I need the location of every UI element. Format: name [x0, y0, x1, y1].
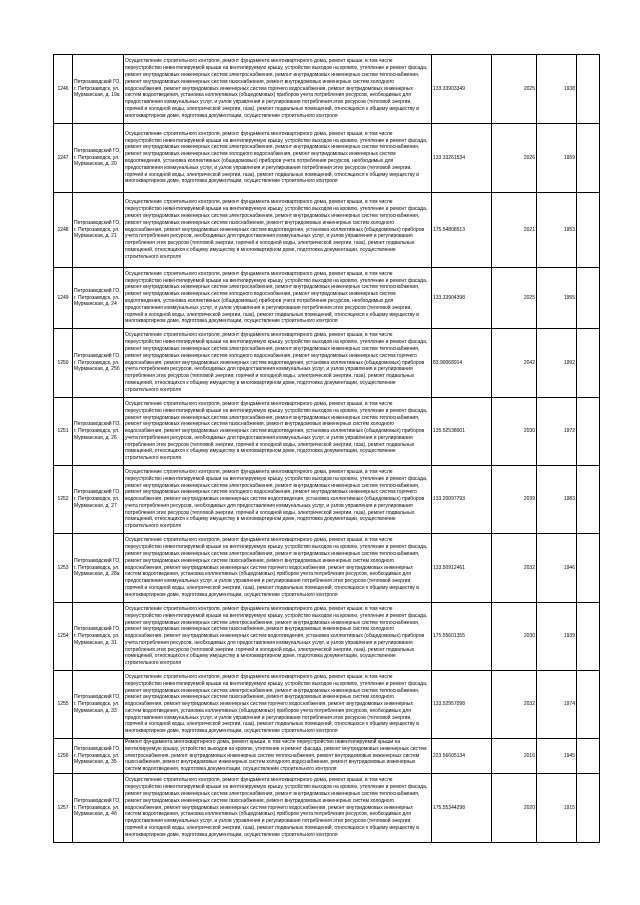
built-year-cell: 1983 [537, 466, 577, 534]
table-row [54, 55, 600, 124]
table-row [54, 398, 600, 466]
cost-cell: 175.55601355 [432, 603, 492, 671]
year-cell: 2030 [492, 603, 537, 671]
row-number: 1257 [54, 774, 73, 843]
works-cell: Осуществление строительного контроля, ремонт фундамента многоквартирного дома, ремонт крыши, в том числе переустройство невентилируемой крыши на вентилируемую крышу, устройство выходов на кровлю, утепление и ремонт фасада, ремонт внутридомовых инженерных систем электроснабжения, ремонт внутридомовых инженерных систем теплоснабжения, ремонт внутридомовых инженерных систем холодного водоснабжения, ремонт внутридомовых инженерных систем водоотведения, установка коллективных (общедомовых) приборов учета потребления ресурсов, необходимых для предоставления коммунальных услуг, и узлов управления и регулирования потребления этих ресурсов (тепловой энергии, горячей и холодной воды, электрической энергии, газа), ремонт подвальных помещений, относящихся к общему имуществу в многоквартирном доме, подготовка документации, осуществление строительного контроля [124, 124, 432, 193]
built-year-cell: 1939 [537, 603, 577, 671]
row-number: 1246 [54, 55, 73, 124]
address-cell: Петрозаводский ГО, г. Петрозаводск, ул. Мурманская, д. 25б [73, 329, 124, 398]
built-year-cell: 1953 [537, 193, 577, 268]
row-number: 1251 [54, 398, 73, 466]
built-year-cell: 1915 [537, 774, 577, 843]
cost-cell: 133.52957098 [432, 671, 492, 739]
year-cell: 2032 [492, 671, 537, 739]
empty-cell [577, 55, 600, 124]
row-number: 1253 [54, 534, 73, 603]
row-number: 1256 [54, 739, 73, 774]
year-cell: 2026 [492, 124, 537, 193]
year-cell: 2025 [492, 268, 537, 329]
address-cell: Петрозаводский ГО, г. Петрозаводск, ул. Мурманская, д. 21 [73, 193, 124, 268]
built-year-cell: 1955 [537, 268, 577, 329]
built-year-cell: 1938 [537, 55, 577, 124]
table-row [54, 534, 600, 603]
row-number: 1255 [54, 671, 73, 739]
row-number: 1250 [54, 329, 73, 398]
year-cell: 2016 [492, 739, 537, 774]
year-cell: 2025 [492, 55, 537, 124]
year-cell: 2021 [492, 193, 537, 268]
empty-cell [577, 124, 600, 193]
built-year-cell: 1972 [537, 398, 577, 466]
address-cell: Петрозаводский ГО, г. Петрозаводск, ул. Мурманская, д. 35 [73, 739, 124, 774]
built-year-cell: 1959 [537, 124, 577, 193]
table-row [54, 329, 600, 398]
cost-cell: 133.33903349 [432, 55, 492, 124]
year-cell: 2039 [492, 466, 537, 534]
empty-cell [577, 603, 600, 671]
works-cell: Осуществление строительного контроля, ремонт фундамента многоквартирного дома, ремонт крыши, в том числе переустройство невентилируемой крыши на вентилируемую крышу, устройство выходов на кровлю, утепление и ремонт фасада, ремонт внутридомовых инженерных систем электроснабжения, ремонт внутридомовых инженерных систем теплоснабжения, ремонт внутридомовых инженерных систем газоснабжения, ремонт внутридомовых инженерных систем холодного водоснабжения, ремонт внутридомовых инженерных систем водоотведения, установка коллективных (общедомовых) приборов учета потребления ресурсов, необходимых для предоставления коммунальных услуг, и узлов управления и регулирования потребления этих ресурсов (тепловой энергии, горячей и холодной воды, электрической энергии, газа), ремонт подвальных помещений, относящихся к общему имуществу в многоквартирном доме, подготовка документации, осуществление строительного контроля [124, 398, 432, 466]
empty-cell [577, 671, 600, 739]
empty-cell [577, 193, 600, 268]
works-cell: Осуществление строительного контроля, ремонт фундамента многоквартирного дома, ремонт крыши, в том числе переустройство невентилируемой крыши на вентилируемую крышу, устройство выходов на кровлю, утепление и ремонт фасада, ремонт внутридомовых инженерных систем электроснабжения, ремонт внутридомовых инженерных систем теплоснабжения, ремонт внутридомовых инженерных систем газоснабжения, ремонт внутридомовых инженерных систем холодного водоснабжения, ремонт внутридомовых инженерных систем горячего водоснабжения, ремонт внутридомовых инженерных систем водоотведения, установка коллективных (общедомовых) приборов учета потребления ресурсов, необходимых для предоставления коммунальных услуг, и узлов управления и регулирования потребления этих ресурсов (тепловой энергии, горячей и холодной воды, электрической энергии, газа), ремонт подвальных помещений, относящихся к общему имуществу в многоквартирном доме, подготовка документации, осуществление строительного контроля [124, 55, 432, 124]
works-cell: Осуществление строительного контроля, ремонт фундамента многоквартирного дома, ремонт крыши, в том числе переустройство невентилируемой крыши на вентилируемую крышу, устройство выходов на кровлю, утепление и ремонт фасада, ремонт внутридомовых инженерных систем электроснабжения, ремонт внутридомовых инженерных систем теплоснабжения, ремонт внутридомовых инженерных систем холодного водоснабжения, ремонт внутридомовых инженерных систем водоотведения, установка коллективных (общедомовых) приборов учета потребления ресурсов, необходимых для предоставления коммунальных услуг, и узлов управления и регулирования потребления этих ресурсов (тепловой энергии, горячей и холодной воды, электрической энергии, газа), ремонт подвальных помещений, относящихся к общему имуществу в многоквартирном доме, подготовка документации, осуществление строительного контроля [124, 268, 432, 329]
works-cell: Осуществление строительного контроля, ремонт фундамента многоквартирного дома, ремонт крыши, в том числе переустройство невентилируемой крыши на вентилируемую крышу, устройство выходов на кровлю, утепление и ремонт фасада, ремонт внутридомовых инженерных систем электроснабжения, ремонт внутридомовых инженерных систем теплоснабжения, ремонт внутридомовых инженерных систем газоснабжения, ремонт внутридомовых инженерных систем холодного водоснабжения, ремонт внутридомовых инженерных систем водоотведения, установка коллективных (общедомовых) приборов учета потребления ресурсов, необходимых для предоставления коммунальных услуг, и узлов управления и регулирования потребления этих ресурсов (тепловой энергии, горячей и холодной воды, электрической энергии, газа), ремонт подвальных помещений, относящихся к общему имуществу в многоквартирном доме, подготовка документации, осуществление строительного контроля [124, 603, 432, 671]
address-cell: Петрозаводский ГО, г. Петрозаводск, ул. Мурманская, д. 31 [73, 603, 124, 671]
empty-cell [577, 774, 600, 843]
row-number: 1252 [54, 466, 73, 534]
year-cell: 2042 [492, 329, 537, 398]
cost-cell: 133.33904398 [432, 268, 492, 329]
empty-cell [577, 329, 600, 398]
works-cell: Осуществление строительного контроля, ремонт фундамента многоквартирного дома, ремонт крыши, в том числе переустройство невентилируемой крыши на вентилируемую крышу, устройство выходов на кровлю, утепление и ремонт фасада, ремонт внутридомовых инженерных систем электроснабжения, ремонт внутридомовых инженерных систем теплоснабжения, ремонт внутридомовых инженерных систем холодного водоснабжения, ремонт внутридомовых инженерных систем горячего водоснабжения, ремонт внутридомовых инженерных систем водоотведения, установка коллективных (общедомовых) приборов учета потребления ресурсов, необходимых для предоставления коммунальных услуг, и узлов управления и регулирования потребления этих ресурсов (тепловой энергии, горячей и холодной воды, электрической энергии, газа), ремонт подвальных помещений, относящихся к общему имуществу в многоквартирном доме, подготовка документации, осуществление строительного контроля [124, 329, 432, 398]
works-cell: Осуществление строительного контроля, ремонт фундамента многоквартирного дома, ремонт крыши, в том числе переустройство невентилируемой крыши на вентилируемую крышу, устройство выходов на кровлю, утепление и ремонт фасада, ремонт внутридомовых инженерных систем электроснабжения, ремонт внутридомовых инженерных систем теплоснабжения, ремонт внутридомовых инженерных систем газоснабжения, ремонт внутридомовых инженерных систем холодного водоснабжения, ремонт внутридомовых инженерных систем горячего водоснабжения, ремонт внутридомовых инженерных систем водоотведения, установка коллективных (общедомовых) приборов учета потребления ресурсов, необходимых для предоставления коммунальных услуг, и узлов управления и регулирования потребления этих ресурсов (тепловой энергии, горячей и холодной воды, электрической энергии, газа), ремонт подвальных помещений, относящихся к общему имуществу в многоквартирном доме, подготовка документации, осуществление строительного контроля [124, 534, 432, 603]
table-row [54, 603, 600, 671]
works-cell: Осуществление строительного контроля, ремонт фундамента многоквартирного дома, ремонт крыши, в том числе переустройство невентилируемой крыши на вентилируемую крышу, устройство выходов на кровлю, утепление и ремонт фасада, ремонт внутридомовых инженерных систем электроснабжения, ремонт внутридомовых инженерных систем теплоснабжения, ремонт внутридомовых инженерных систем холодного водоснабжения, ремонт внутридомовых инженерных систем горячего водоснабжения, ремонт внутридомовых инженерных систем водоотведения, установка коллективных (общедомовых) приборов учета потребления ресурсов, необходимых для предоставления коммунальных услуг, и узлов управления и регулирования потребления этих ресурсов (тепловой энергии, горячей и холодной воды, электрической энергии, газа), ремонт подвальных помещений, относящихся к общему имуществу в многоквартирном доме, подготовка документации, осуществление строительного контроля [124, 466, 432, 534]
works-cell: Осуществление строительного контроля, ремонт фундамента многоквартирного дома, ремонт крыши, в том числе переустройство невентилируемой крыши на вентилируемую крышу, устройство выходов на кровлю, утепление и ремонт фасада, ремонт внутридомовых инженерных систем электроснабжения, ремонт внутридомовых инженерных систем теплоснабжения, ремонт внутридомовых инженерных систем газоснабжения, ремонт внутридомовых инженерных систем холодного водоснабжения, ремонт внутридомовых инженерных систем водоотведения, установка коллективных (общедомовых) приборов учета потребления ресурсов, необходимых для предоставления коммунальных услуг, и узлов управления и регулирования потребления этих ресурсов (тепловой энергии, горячей и холодной воды, электрической энергии, газа), ремонт подвальных помещений, относящихся к общему имуществу в многоквартирном доме, подготовка документации, осуществление строительного контроля [124, 193, 432, 268]
cost-cell: 83.90068914 [432, 329, 492, 398]
table-row [54, 268, 600, 329]
table-row [54, 193, 600, 268]
cost-cell: 175.54808513 [432, 193, 492, 268]
built-year-cell: 1945 [537, 739, 577, 774]
cost-cell: 133.20097793 [432, 466, 492, 534]
address-cell: Петрозаводский ГО, г. Петрозаводск, ул. Мурманская, д. 19а [73, 55, 124, 124]
table-row [54, 124, 600, 193]
table-row [54, 774, 600, 843]
address-cell: Петрозаводский ГО, г. Петрозаводск, ул. Мурманская, д. 33 [73, 671, 124, 739]
address-cell: Петрозаводский ГО, г. Петрозаводск, ул. Мурманская, д. 20 [73, 124, 124, 193]
year-cell: 2030 [492, 398, 537, 466]
empty-cell [577, 466, 600, 534]
row-number: 1247 [54, 124, 73, 193]
cost-cell: 175.55344298 [432, 774, 492, 843]
address-cell: Петрозаводский ГО, г. Петрозаводск, ул. Мурманская, д. 27 [73, 466, 124, 534]
works-cell: Ремонт фундамента многоквартирного дома, ремонт крыши, в том числе переустройство невентилируемой крыши на вентилируемую крышу, устройство выходов на кровлю, утепление и ремонт фасада, ремонт внутридомовых инженерных систем электроснабжения, ремонт внутридомовых инженерных систем теплоснабжения, ремонт внутридомовых инженерных систем газоснабжения, ремонт внутридомовых инженерных систем холодного водоснабжения, ремонт внутридомовых инженерных систем водоотведения, подготовка документации, осуществление строительного контроля [124, 739, 432, 774]
empty-cell [577, 534, 600, 603]
registry-table [53, 54, 600, 843]
empty-cell [577, 739, 600, 774]
cost-cell: 133.33261534 [432, 124, 492, 193]
built-year-cell: 1974 [537, 671, 577, 739]
works-cell: Осуществление строительного контроля, ремонт фундамента многоквартирного дома, ремонт крыши, в том числе переустройство невентилируемой крыши на вентилируемую крышу, устройство выходов на кровлю, утепление и ремонт фасада, ремонт внутридомовых инженерных систем электроснабжения, ремонт внутридомовых инженерных систем теплоснабжения, ремонт внутридомовых инженерных систем газоснабжения, ремонт внутридомовых инженерных систем холодного водоснабжения, ремонт внутридомовых инженерных систем горячего водоснабжения, ремонт внутридомовых инженерных систем водоотведения, установка коллективных (общедомовых) приборов учета потребления ресурсов, необходимых для предоставления коммунальных услуг, и узлов управления и регулирования потребления этих ресурсов (тепловой энергии, горячей и холодной воды, электрической энергии, газа), ремонт подвальных помещений, относящихся к общему имуществу в многоквартирном доме, подготовка документации, осуществление строительного контроля [124, 671, 432, 739]
cost-cell: 135.52538001 [432, 398, 492, 466]
table-row [54, 671, 600, 739]
row-number: 1248 [54, 193, 73, 268]
empty-cell [577, 268, 600, 329]
address-cell: Петрозаводский ГО, г. Петрозаводск, ул. Мурманская, д. 26 [73, 398, 124, 466]
built-year-cell: 1992 [537, 329, 577, 398]
year-cell: 2020 [492, 774, 537, 843]
address-cell: Петрозаводский ГО, г. Петрозаводск, ул. Мурманская, д. 28а [73, 534, 124, 603]
row-number: 1254 [54, 603, 73, 671]
works-cell: Осуществление строительного контроля, ремонт фундамента многоквартирного дома, ремонт крыши, в том числе переустройство невентилируемой крыши на вентилируемую крышу, устройство выходов на кровлю, утепление и ремонт фасада, ремонт внутридомовых инженерных систем электроснабжения, ремонт внутридомовых инженерных систем теплоснабжения, ремонт внутридомовых инженерных систем газоснабжения, ремонт внутридомовых инженерных систем холодного водоснабжения, ремонт внутридомовых инженерных систем горячего водоснабжения, ремонт внутридомовых инженерных систем водоотведения, установка коллективных (общедомовых) приборов учета потребления ресурсов, необходимых для предоставления коммунальных услуг, и узлов управления и регулирования потребления этих ресурсов (тепловой энергии, горячей и холодной воды, электрической энергии, газа), ремонт подвальных помещений, относящихся к общему имуществу в многоквартирном доме, подготовка документации, осуществление строительного контроля [124, 774, 432, 843]
cost-cell: 223.56605134 [432, 739, 492, 774]
table-row [54, 739, 600, 774]
cost-cell: 133.50912461 [432, 534, 492, 603]
address-cell: Петрозаводский ГО, г. Петрозаводск, ул. Мурманская, д. 4б [73, 774, 124, 843]
year-cell: 2032 [492, 534, 537, 603]
empty-cell [577, 398, 600, 466]
built-year-cell: 1946 [537, 534, 577, 603]
address-cell: Петрозаводский ГО, г. Петрозаводск, ул. Мурманская, д. 24 [73, 268, 124, 329]
row-number: 1249 [54, 268, 73, 329]
table-row [54, 466, 600, 534]
